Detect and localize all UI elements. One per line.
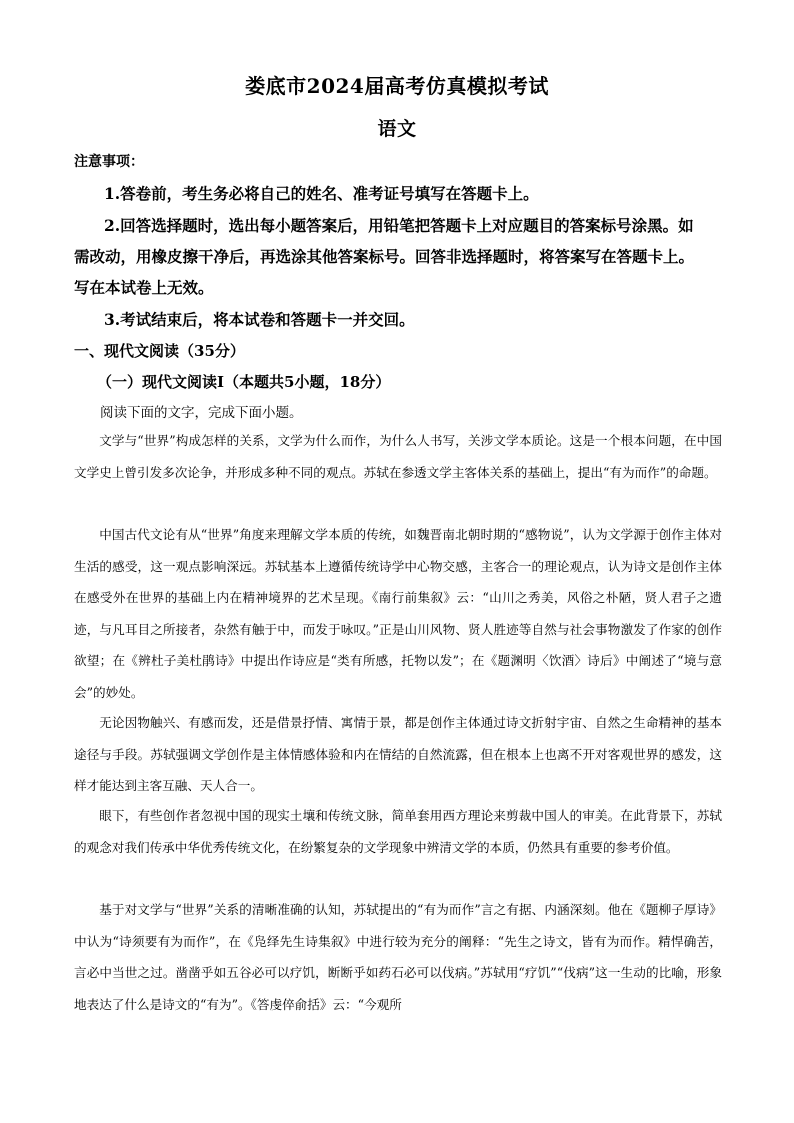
notice-item-1: 1.答卷前，考生务必将自己的姓名、准考证号填写在答题卡上。	[104, 184, 539, 203]
reading-instruction: 阅读下面的文字，完成下面小题。	[100, 405, 303, 421]
subject-title: 语文	[377, 118, 417, 140]
passage-paragraph-5: 基于对文学与“世界”关系的清晰准确的认知，苏轼提出的“有为而作”言之有据、内涵深刻。他在《题柳子厚诗》中认为“诗须要有为而作”，在《凫绎先生诗集叙》中进行较为充分的阐释：“先生之诗文，皆有为而作。精悍确苦，言必中当世之过。凿凿乎如五谷必可以疗饥，断断乎如药石必可以伐病。”苏轼用“疗饥”“伐病”这一生动的比喻，形象地表达了什么是诗文的“有为”。《答虔倅俞括》云：“今观所	[74, 902, 722, 1012]
notice-heading: 注意事项：	[74, 154, 144, 170]
passage-paragraph-1: 文学与“世界”构成怎样的关系，文学为什么而作，为什么人书写，关涉文学本质论。这是一个根本问题，在中国文学史上曾引发多次论争，并形成多种不同的观点。苏轼在参透文学主客体关系的基础上，提出“有为而作”的命题。	[74, 433, 722, 480]
passage-paragraph-2: 中国古代文论有从“世界”角度来理解文学本质的传统，如魏晋南北朝时期的“感物说”，认为文学源于创作主体对生活的感受，这一观点影响深远。苏轼基本上遵循传统诗学中心物交感，主客合一的理论观点，认为诗文是创作主体在感受外在世界的基础上内在精神境界的艺术呈现。《南行前集叙》云：“山川之秀美，风俗之朴陋，贤人君子之遗迹，与凡耳目之所接者，杂然有触于中，而发于咏叹。”正是山川风物、贤人胜迹等自然与社会事物激发了作家的创作欲望；在《辨杜子美杜鹃诗》中提出作诗应是“类有所感，托物以发”；在《题渊明〈饮酒〉诗后》中阐述了“境与意会”的妙处。	[74, 527, 722, 700]
notice-item-2-line-2: 需改动，用橡皮擦干净后，再选涂其他答案标号。回答非选择题时，将答案写在答题卡上。	[74, 247, 695, 266]
passage-paragraph-4: 眼下，有些创作者忽视中国的现实土壤和传统文脉，简单套用西方理论来剪裁中国人的审美。在此背景下，苏轼的观念对我们传承中华优秀传统文化，在纷繁复杂的文学现象中辨清文学的本质，仍然具有重要的参考价值。	[74, 808, 722, 855]
exam-title: 娄底市2024届高考仿真模拟考试	[245, 74, 549, 98]
notice-item-2-line-1: 2.回答选择题时，选出每小题答案后，用铅笔把答题卡上对应题目的答案标号涂黑。如	[104, 216, 694, 235]
notice-item-3: 3.考试结束后，将本试卷和答题卡一并交回。	[104, 310, 415, 329]
sub-section-heading: （一）现代文阅读Ⅰ（本题共5小题，18分）	[97, 373, 391, 391]
passage-paragraph-3: 无论因物触兴、有感而发，还是借景抒情、寓情于景，都是创作主体通过诗文折射宇宙、自然之生命精神的基本途径与手段。苏轼强调文学创作是主体情感体验和内在情结的自然流露，但在根本上也离不开对客观世界的感发，这样才能达到主客互融、天人合一。	[74, 715, 722, 793]
section-heading: 一、现代文阅读（35分）	[74, 342, 245, 360]
notice-item-2-line-3: 写在本试卷上无效。	[74, 278, 214, 297]
